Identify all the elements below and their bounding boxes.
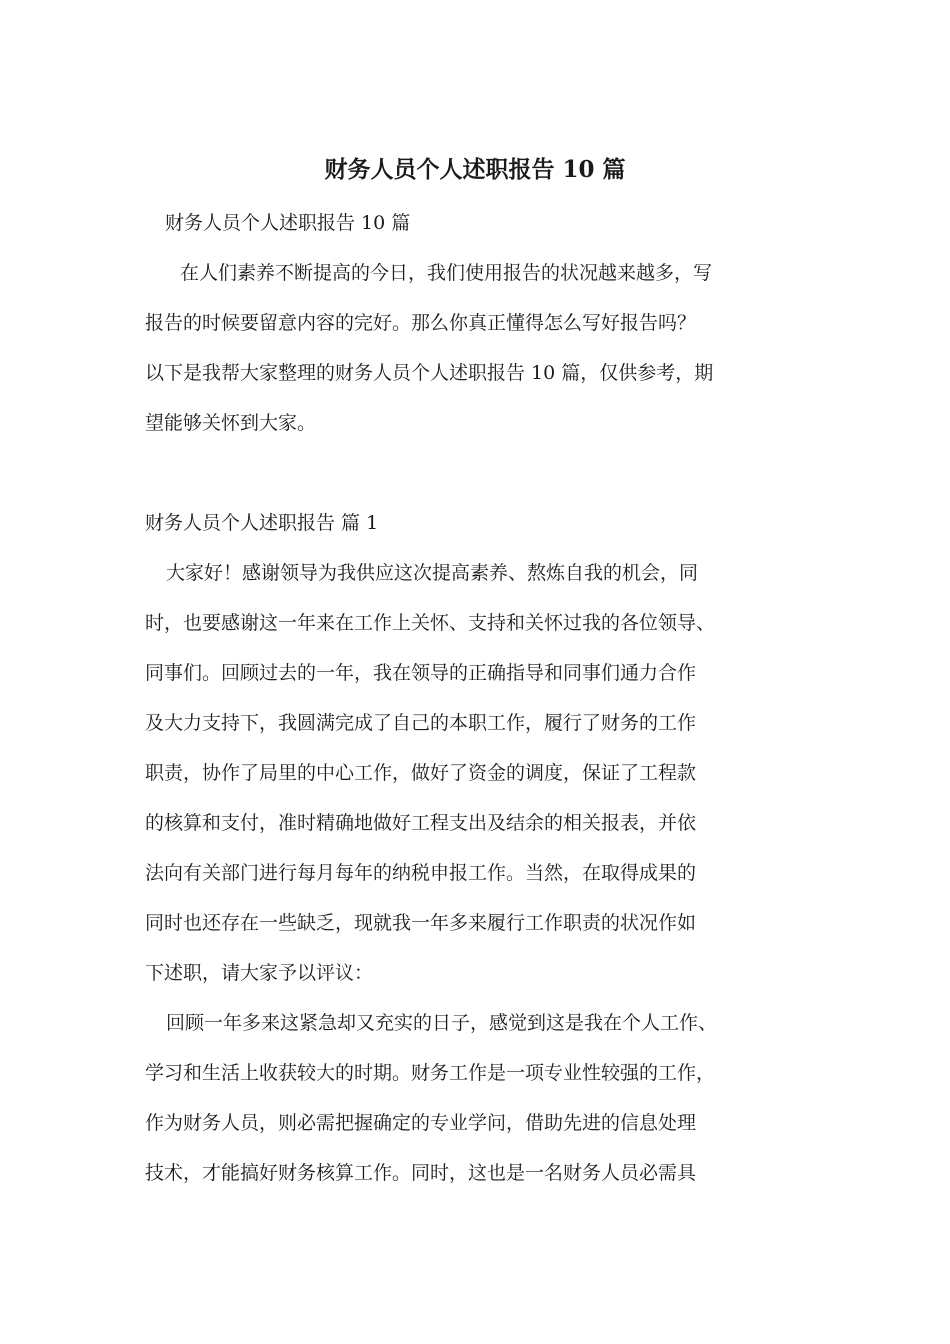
paragraph-line: 时，也要感谢这一年来在工作上关怀、支持和关怀过我的各位领导、 (145, 612, 716, 634)
document-subtitle: 财务人员个人述职报告 10 篇 (165, 212, 411, 234)
document-title: 财务人员个人述职报告 10 篇 (324, 156, 626, 183)
paragraph-line: 下述职，请大家予以评议： (145, 962, 374, 984)
paragraph-line: 同时也还存在一些缺乏，现就我一年多来履行工作职责的状况作如 (145, 912, 697, 934)
paragraph-line: 职责，协作了局里的中心工作，做好了资金的调度，保证了工程款 (145, 762, 697, 784)
paragraph-line: 大家好！感谢领导为我供应这次提高素养、熬炼自我的机会，同 (166, 562, 699, 584)
paragraph-line: 作为财务人员，则必需把握确定的专业学问，借助先进的信息处理 (145, 1112, 697, 1134)
intro-line: 在人们素养不断提高的今日，我们使用报告的状况越来越多，写 (180, 262, 713, 284)
paragraph-line: 及大力支持下，我圆满完成了自己的本职工作，履行了财务的工作 (145, 712, 697, 734)
paragraph-line: 学习和生活上收获较大的时期。财务工作是一项专业性较强的工作， (145, 1062, 716, 1084)
intro-line: 报告的时候要留意内容的完好。那么你真正懂得怎么写好报告吗？ (145, 312, 697, 334)
intro-line: 以下是我帮大家整理的财务人员个人述职报告 10 篇，仅供参考，期 (145, 362, 714, 384)
paragraph-line: 法向有关部门进行每月每年的纳税申报工作。当然，在取得成果的 (145, 862, 697, 884)
paragraph-line: 的核算和支付，准时精确地做好工程支出及结余的相关报表，并依 (145, 812, 697, 834)
paragraph-line: 技术，才能搞好财务核算工作。同时，这也是一名财务人员必需具 (145, 1162, 697, 1184)
section-heading: 财务人员个人述职报告 篇 1 (145, 512, 379, 534)
paragraph-line: 同事们。回顾过去的一年，我在领导的正确指导和同事们通力合作 (145, 662, 697, 684)
paragraph-line: 回顾一年多来这紧急却又充实的日子，感觉到这是我在个人工作、 (166, 1012, 718, 1034)
intro-line: 望能够关怀到大家。 (145, 412, 317, 434)
